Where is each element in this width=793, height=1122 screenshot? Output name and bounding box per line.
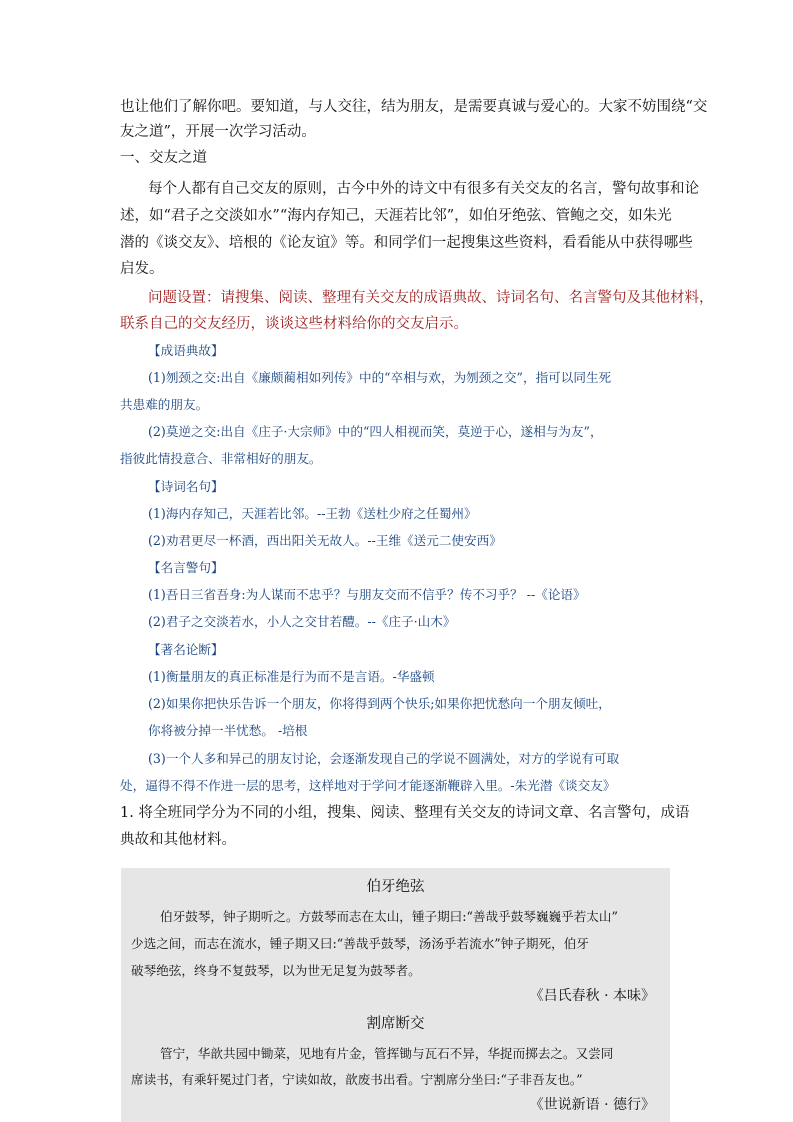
story-2-title: 割席断交 xyxy=(366,1016,425,1032)
idiom-2-line-1: (2)莫逆之交:出自《庄子·大宗师》中的“四人相视而笑，莫逆于心，遂相与为友”， xyxy=(148,424,603,439)
quotes-heading: 【名言警句】 xyxy=(148,560,224,575)
famous-3-line-2: 处，逼得不得不作进一层的思考，这样地对于学问才能逐渐鞭辟入里。-朱光潜《谈交友》 xyxy=(120,778,616,793)
para-line-2: 述，如“君子之交淡如水”“海内存知己，天涯若比邻”，如伯牙绝弦、管鲍之交，如朱光 xyxy=(120,208,672,224)
idiom-1-line-1: (1)刎颈之交:出自《廉颇蔺相如列传》中的“卒相与欢，为刎颈之交”，指可以同生死 xyxy=(148,370,612,385)
idioms-heading: 【成语典故】 xyxy=(148,343,224,358)
famous-2-line-1: (2)如果你把快乐告诉一个朋友，你将得到两个快乐;如果你把忧愁向一个朋友倾吐， xyxy=(148,696,611,711)
intro-line-2: 友之道”，开展一次学习活动。 xyxy=(120,124,316,140)
famous-heading: 【著名论断】 xyxy=(148,642,224,657)
para-line-4: 启发。 xyxy=(120,261,164,277)
poem-2: (2)劝君更尽一杯酒，西出阳关无故人。--王维《送元二使安西》 xyxy=(148,533,502,548)
story-1-line-2: 少选之间，而志在流水，锺子期又曰:“善哉乎鼓琴，汤汤乎若流水”钟子期死，伯牙 xyxy=(131,936,589,951)
poem-1: (1)海内存知己，天涯若比邻。--王勃《送杜少府之任蜀州》 xyxy=(148,506,477,521)
para-line-1: 每个人都有自己交友的原则，古今中外的诗文中有很多有关交友的名言，警句故事和论 xyxy=(148,181,699,197)
quote-2: (2)君子之交淡若水，小人之交甘若醴。--《庄子·山木》 xyxy=(148,614,456,629)
poems-heading: 【诗词名句】 xyxy=(148,479,224,494)
story-2-source: 《世说新语 · 德行》 xyxy=(529,1097,655,1113)
famous-1: (1)衡量朋友的真正标准是行为而不是言语。-华盛顿 xyxy=(148,669,435,684)
task-line-2: 典故和其他材料。 xyxy=(120,832,236,848)
story-1-line-3: 破琴绝弦，终身不复鼓琴，以为世无足复为鼓琴者。 xyxy=(131,963,421,978)
story-1-source: 《吕氏春秋 · 本味》 xyxy=(529,988,655,1004)
famous-3-line-1: (3)一个人多和异己的朋友讨论，会逐渐发现自己的学说不圆满处，对方的学说有可取 xyxy=(148,751,620,766)
task-line-1: 1. 将全班同学分为不同的小组，搜集、阅读、整理有关交友的诗词文章、名言警句，成语 xyxy=(120,805,690,821)
story-2-line-2: 席读书，有乘轩冕过门者，宁读如故，歆废书出看。宁割席分坐曰:“子非吾友也。” xyxy=(131,1072,583,1087)
famous-2-line-2: 你将被分掉一半忧愁。 -培根 xyxy=(148,723,308,738)
story-1-title: 伯牙绝弦 xyxy=(366,879,425,895)
idiom-1-line-2: 共患难的朋友。 xyxy=(120,397,209,412)
para-line-3: 潜的《谈交友》、培根的《论友谊》等。和同学们一起搜集这些资料，看看能从中获得哪些 xyxy=(120,235,693,251)
question-line-2: 联系自己的交友经历，谈谈这些材料给你的交友启示。 xyxy=(120,316,468,332)
quote-1: (1)吾日三省吾身:为人谋而不忠乎？与朋友交而不信乎？传不习乎？ --《论语》 xyxy=(148,587,586,602)
idiom-2-line-2: 指彼此情投意合、非常相好的朋友。 xyxy=(120,451,322,466)
story-2-line-1: 管宁，华歆共园中锄菜，见地有片金，管挥锄与瓦石不异，华捉而掷去之。又尝同 xyxy=(160,1046,614,1061)
story-1-line-1: 伯牙鼓琴，钟子期听之。方鼓琴而志在太山，锺子期曰:“善哉乎鼓琴巍巍乎若太山” xyxy=(160,909,618,924)
question-line-1: 问题设置：请搜集、阅读、整理有关交友的成语典故、诗词名句、名言警句及其他材料， xyxy=(148,290,714,306)
section-heading: 一、交友之道 xyxy=(120,150,207,166)
intro-line-1: 也让他们了解你吧。要知道，与人交往，结为朋友，是需要真诚与爱心的。大家不妨围绕“交 xyxy=(120,99,708,115)
